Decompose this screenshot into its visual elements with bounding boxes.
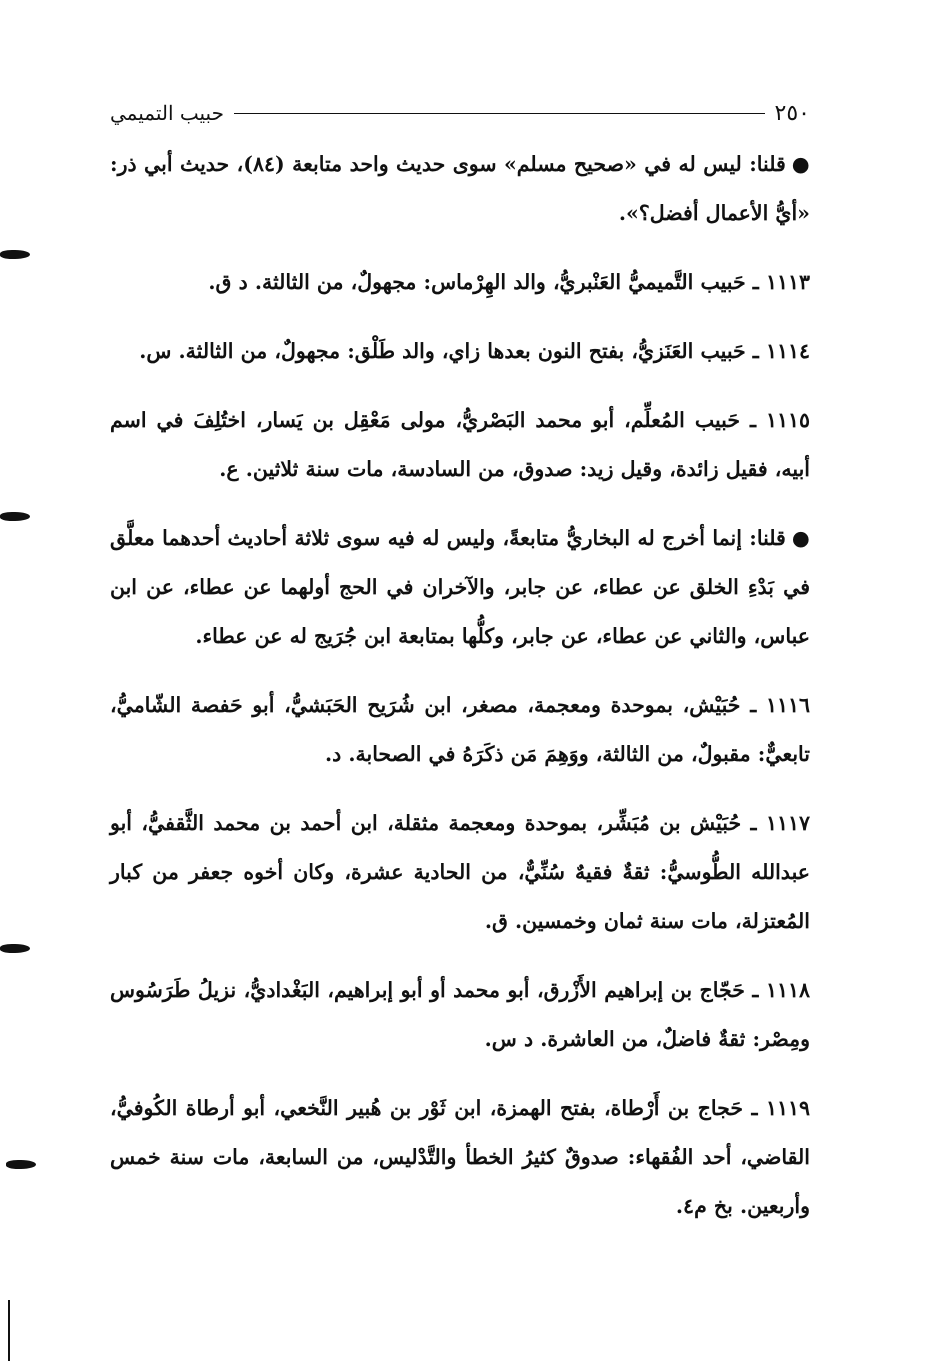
paragraph-text: ١١١٩ ـ حَجاج بن أَرْطاة، بفتح الهمزة، ابن ثَوْر بن هُبير النَّخعي، أبو أرطاة الكُوفيُّ، القاضي، أحد الفُقهاء: صدوقٌ كثيرُ الخطأ والتَّدْليس، من السابعة، مات سنة خمس وأربعين. بخ م٤. [110, 1096, 810, 1218]
entry-1119 [110, 1084, 810, 1231]
running-title: حبيب التميمي [110, 101, 224, 125]
entry-1117 [110, 799, 810, 946]
page-body [110, 140, 810, 1231]
page-header [110, 96, 810, 130]
bullet-icon: ● [791, 526, 810, 550]
margin-hole-mark [0, 512, 30, 521]
paragraph-text: قلنا: ليس له في «صحيح مسلم» سوى حديث واحد متابعة (٨٤)، حديث أبي ذر: «أيُّ الأعمال أفضل؟». [110, 152, 810, 225]
paragraph-text: ١١١٥ ـ حَبيب المُعلِّم، أبو محمد البَصْريُّ، مولى مَعْقِل بن يَسار، اختُلِفَ في اسم أبيه، فقيل زائدة، وقيل زيد: صدوق، من السادسة، مات سنة ثلاثين. ع. [110, 408, 810, 481]
page-number: ٢٥٠ [774, 100, 810, 126]
entry-1118 [110, 966, 810, 1064]
paragraph-text: ١١١٧ ـ حُبَيْش بن مُبَشِّر، بموحدة ومعجمة مثقلة، ابن أحمد بن محمد الثَّقفيُّ، أبو عبدالله الطُّوسيُّ: ثقةٌ فقيهٌ سُنِّيٌّ، من الحادية عشرة، وكان أخوه جعفر من كبار المُعتزلة، مات سنة ثمان وخمسين. ق. [110, 811, 810, 933]
header-rule [234, 113, 765, 114]
commentary-note-2 [110, 514, 810, 661]
entry-1116 [110, 681, 810, 779]
bullet-icon: ● [791, 152, 810, 176]
paragraph-text: ١١١٨ ـ حَجّاج بن إبراهيم الأَزْرق، أبو محمد أو أبو إبراهيم، البَغْداديُّ، نزيلُ طَرَسُوس ومِصْر: ثقةٌ فاضلٌ، من العاشرة. د س. [110, 978, 810, 1051]
paragraph-text: قلنا: إنما أخرج له البخاريُّ متابعةً، وليس له فيه سوى ثلاثة أحاديث أحدهما معلَّق في بَدْءِ الخلق عن عطاء، عن جابر، والآخران في الحج أولهما عن عطاء، عن ابن عباس، والثاني عن عطاء، عن جابر، وكلُّها بمتابعة ابن جُرَيج له عن عطاء. [110, 526, 810, 648]
margin-hole-mark [6, 1160, 36, 1169]
paragraph-text: ١١١٣ ـ حَبيب التَّميميُّ العَنْبريُّ، والد الهِرْماس: مجهولٌ، من الثالثة. د ق. [208, 270, 810, 294]
paragraph-text: ١١١٦ ـ حُبَيْش، بموحدة ومعجمة، مصغر، ابن شُرَيح الحَبَشيُّ، أبو حَفصة الشّاميُّ، تابعيٌّ: مقبولٌ، من الثالثة، ووَهِمَ مَن ذكَرَهُ في الصحابة. د. [110, 693, 810, 766]
entry-1114 [110, 327, 810, 376]
paragraph-text: ١١١٤ ـ حَبيب العَنَزيُّ، بفتح النون بعدها زاي، والد طَلْق: مجهولٌ، من الثالثة. س. [139, 339, 810, 363]
margin-hole-mark [0, 944, 30, 953]
entry-1113 [110, 258, 810, 307]
commentary-note-1 [110, 140, 810, 238]
entry-1115 [110, 396, 810, 494]
margin-hole-mark [0, 250, 30, 259]
scan-edge-line [8, 1300, 10, 1361]
